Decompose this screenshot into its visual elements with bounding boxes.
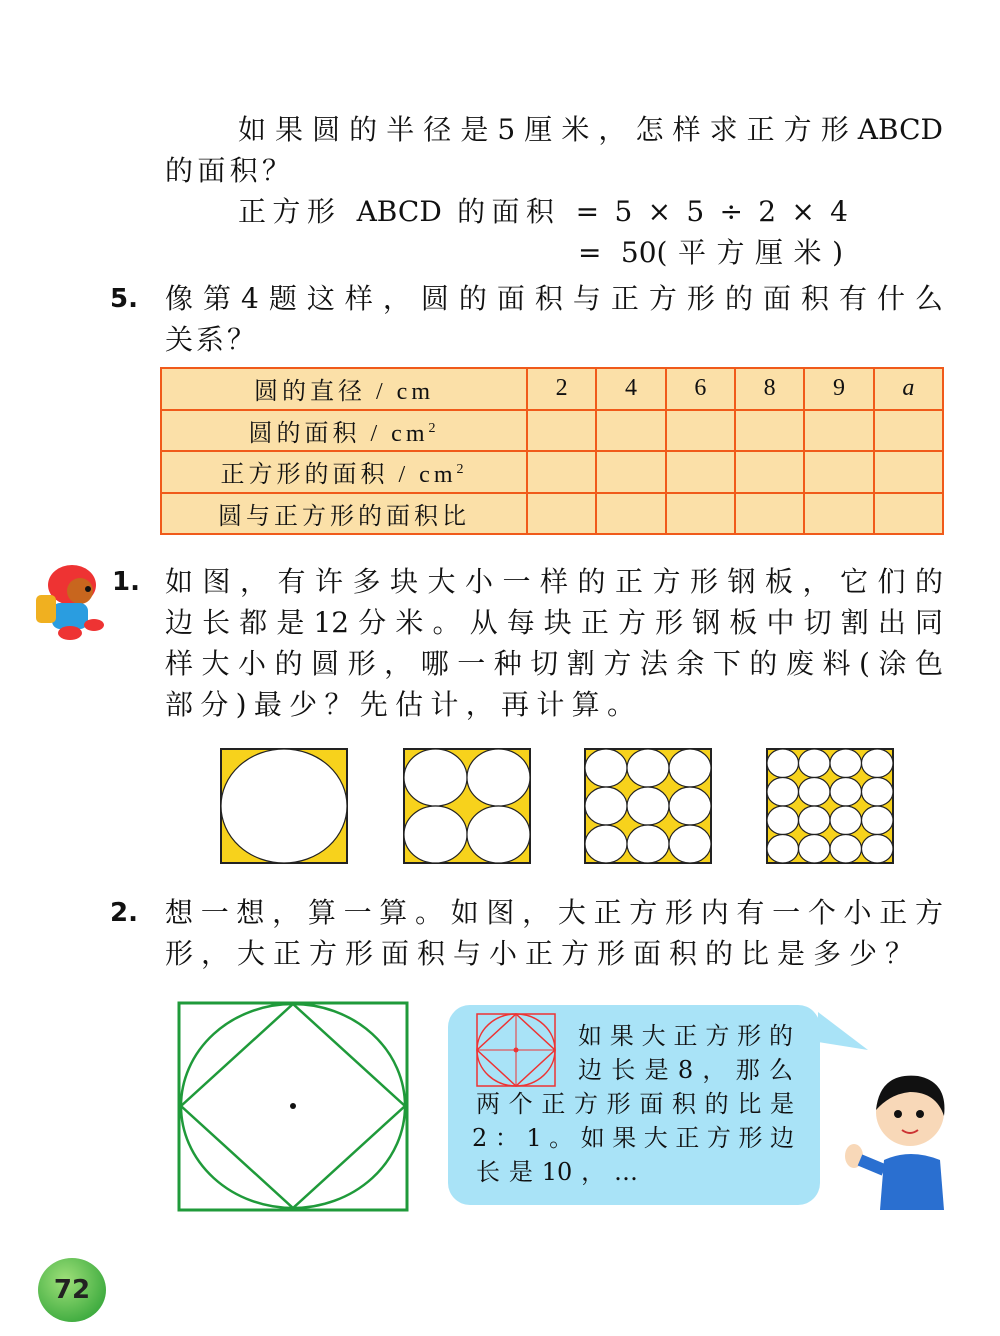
q5-number: 5. — [110, 284, 138, 314]
p2-line-1: 想一想，算一算。如图，大正方形内有一个小正方 — [165, 896, 943, 929]
table-cell[interactable] — [527, 410, 596, 452]
cut-circle — [799, 749, 831, 778]
cut-circle — [830, 749, 862, 778]
table-cell[interactable] — [735, 410, 804, 452]
cut-circle — [767, 835, 799, 864]
cutting-method-figure — [220, 748, 348, 864]
cut-circle — [585, 787, 627, 825]
table-cell[interactable]: 6 — [666, 368, 735, 410]
square-circle-diagram — [176, 1000, 410, 1214]
p2-number: 2. — [110, 898, 138, 928]
table-cell[interactable]: 2 — [527, 368, 596, 410]
row-label: 圆的直径 / cm — [254, 379, 434, 406]
cut-circle — [862, 749, 894, 778]
table-cell[interactable] — [596, 410, 665, 452]
table-cell[interactable] — [874, 451, 943, 493]
p1-line: 如图，有许多块大小一样的正方形钢板，它们的 — [165, 565, 943, 598]
table-row — [161, 410, 943, 452]
table-row — [161, 451, 943, 493]
cut-circle — [767, 749, 799, 778]
bubble-line-5: 长是10，… — [476, 1158, 638, 1186]
bubble-line-3: 两个正方形面积的比是 — [476, 1090, 794, 1118]
cutting-method-figure — [766, 748, 894, 864]
table-cell[interactable] — [527, 493, 596, 535]
mini-diagram-icon — [476, 1013, 556, 1087]
table-cell[interactable] — [596, 493, 665, 535]
page-number-badge — [38, 1258, 106, 1322]
p1-line: 边长都是12分米。从每块正方形钢板中切割出同 — [165, 606, 943, 639]
example-formula: 正方形 ABCD 的面积 = 5 × 5 ÷ 2 × 4 — [238, 195, 848, 228]
superscript: 2 — [456, 462, 468, 478]
row-header — [161, 410, 527, 452]
table-cell[interactable] — [735, 451, 804, 493]
cut-circle — [862, 806, 894, 835]
area-table — [160, 367, 944, 535]
row-label: 圆的面积 / cm — [248, 420, 429, 447]
q5-line-2: 关系？ — [165, 323, 255, 356]
cut-circle — [767, 806, 799, 835]
table-cell[interactable] — [666, 493, 735, 535]
cut-circle — [627, 749, 669, 787]
bubble-line-4: 2：1。如果大正方形边 — [472, 1124, 794, 1152]
cut-circle — [669, 749, 711, 787]
bubble-line-1: 如果大正方形的 — [578, 1022, 793, 1050]
cut-circle — [467, 749, 530, 806]
cut-circle — [799, 806, 831, 835]
cut-circle — [221, 749, 347, 863]
table-cell[interactable] — [527, 451, 596, 493]
table-cell[interactable] — [874, 410, 943, 452]
table-cell[interactable] — [804, 451, 873, 493]
table-cell[interactable] — [666, 451, 735, 493]
cut-circle — [585, 749, 627, 787]
boy-character-icon — [840, 1070, 955, 1215]
q5-line-1: 像第4题这样，圆的面积与正方形的面积有什么 — [165, 282, 943, 315]
table-row — [161, 493, 943, 535]
p2-line-2: 形，大正方形面积与小正方形面积的比是多少？ — [165, 937, 913, 970]
row-header — [161, 493, 527, 535]
p1-number: 1. — [112, 567, 140, 597]
cut-circle — [799, 778, 831, 807]
cut-circle — [862, 778, 894, 807]
cut-circle — [862, 835, 894, 864]
table-cell[interactable]: a — [874, 368, 943, 410]
table-cell[interactable] — [804, 410, 873, 452]
cut-circle — [585, 825, 627, 863]
row-label: 正方形的面积 / cm — [220, 462, 457, 489]
cut-circle — [669, 825, 711, 863]
row-label: 圆与正方形的面积比 — [218, 503, 470, 530]
cut-circle — [830, 778, 862, 807]
cutting-method-figure — [584, 748, 712, 864]
table-cell[interactable] — [735, 493, 804, 535]
example-line-2: 的面积？ — [165, 154, 290, 187]
cut-circle — [669, 787, 711, 825]
cut-circle — [627, 787, 669, 825]
row-header — [161, 451, 527, 493]
cut-circle — [799, 835, 831, 864]
p1-line: 样大小的圆形，哪一种切割方法余下的废料(涂色 — [165, 647, 943, 680]
superscript: 2 — [428, 420, 440, 436]
p1-line: 部分)最少？先估计，再计算。 — [165, 688, 635, 721]
example-line-1: 如果圆的半径是5厘米，怎样求正方形ABCD — [238, 113, 943, 146]
speech-bubble — [448, 1005, 820, 1205]
page-number: 72 — [53, 1275, 91, 1305]
cut-circle — [404, 749, 467, 806]
cutting-method-figure — [403, 748, 531, 864]
cut-circle — [830, 806, 862, 835]
speech-bubble-tail — [818, 1012, 870, 1054]
cut-circle — [767, 778, 799, 807]
table-cell[interactable]: 8 — [735, 368, 804, 410]
table-cell[interactable] — [596, 451, 665, 493]
table-cell[interactable] — [804, 493, 873, 535]
cut-circle — [627, 825, 669, 863]
example-result: = 50(平方厘米) — [578, 236, 843, 269]
table-row — [161, 368, 943, 410]
table-cell[interactable]: 9 — [804, 368, 873, 410]
bear-mascot-icon — [30, 555, 110, 643]
row-header — [161, 368, 527, 410]
cut-circle — [467, 806, 530, 863]
table-cell[interactable] — [874, 493, 943, 535]
cut-circle — [830, 835, 862, 864]
cut-circle — [404, 806, 467, 863]
table-cell[interactable] — [666, 410, 735, 452]
bubble-line-2: 边长是8，那么 — [578, 1056, 793, 1084]
table-cell[interactable]: 4 — [596, 368, 665, 410]
